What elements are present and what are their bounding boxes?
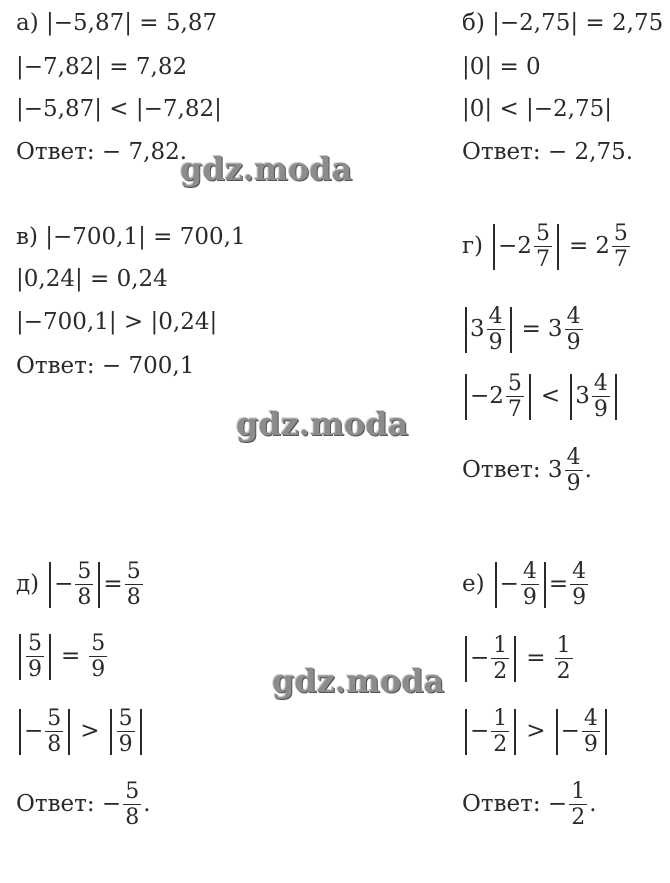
solution-a-line-3: |−5,87| < |−7,82| <box>16 96 222 122</box>
solution-a-line-2: |−7,82| = 7,82 <box>16 54 188 80</box>
fraction: $\frac{4}{9}$ <box>572 559 587 611</box>
answer-label: Ответ: 3 <box>462 457 563 484</box>
solution-v-line-1: в) |−700,1| = 700,1 <box>16 224 246 250</box>
watermark: gdz.moda <box>236 405 409 443</box>
minus-sign: − <box>560 718 580 745</box>
fraction: $\frac{4}{9}$ <box>522 559 537 611</box>
fraction: $\frac{1}{2}$ <box>493 633 508 685</box>
abs-bar <box>615 374 617 420</box>
abs-bar <box>495 562 497 608</box>
mixed-whole: 2 <box>595 233 610 260</box>
solution-g-line-3 <box>462 372 620 421</box>
period: . <box>143 791 151 818</box>
abs-bar <box>557 224 559 270</box>
abs-bar <box>465 374 467 420</box>
solution-d-line-1 <box>16 560 145 609</box>
solution-e-line-1 <box>462 560 590 609</box>
fraction: $\frac{5}{7}$ <box>535 221 550 273</box>
watermark: gdz.moda <box>272 662 445 700</box>
solution-d-line-3 <box>16 707 145 756</box>
period: . <box>584 457 592 484</box>
equals: = <box>103 571 123 598</box>
solution-e-answer <box>462 780 597 829</box>
answer-label: Ответ: − <box>462 791 568 818</box>
fraction: $\frac{4}{9}$ <box>566 445 581 497</box>
fraction: $\frac{5}{8}$ <box>125 779 140 831</box>
fraction: $\frac{1}{2}$ <box>493 706 508 758</box>
solution-b-line-1: б) |−2,75| = 2,75 <box>462 10 664 36</box>
minus-sign: − <box>499 571 519 598</box>
abs-bar <box>556 709 558 755</box>
mixed-whole: 3 <box>547 316 563 343</box>
fraction: $\frac{1}{2}$ <box>571 779 586 831</box>
abs-bar <box>605 709 607 755</box>
equals: = <box>61 643 81 670</box>
abs-bar <box>493 224 495 270</box>
abs-bar <box>19 709 21 755</box>
solution-v-line-2: |0,24| = 0,24 <box>16 266 168 292</box>
answer-label: Ответ: − <box>16 791 122 818</box>
fraction: $\frac{1}{2}$ <box>556 633 571 685</box>
minus-sign: − <box>24 718 44 745</box>
abs-bar <box>529 374 531 420</box>
solution-d-line-2 <box>16 632 109 681</box>
solution-a-answer: Ответ: − 7,82. <box>16 139 188 165</box>
minus-sign: − <box>470 718 490 745</box>
fraction: $\frac{4}{9}$ <box>566 304 581 356</box>
equals: = <box>568 233 589 260</box>
abs-bar <box>510 307 512 353</box>
equals: = <box>521 316 541 343</box>
abs-bar <box>68 709 70 755</box>
solution-e-line-3 <box>462 707 610 756</box>
solution-g-answer <box>462 446 592 495</box>
part-label: г) <box>462 233 484 260</box>
abs-bar <box>570 374 572 420</box>
mixed-whole: −2 <box>498 233 532 260</box>
solution-b-line-2: |0| = 0 <box>462 54 541 80</box>
abs-bar <box>465 709 467 755</box>
fraction: $\frac{5}{9}$ <box>118 706 133 758</box>
solution-e-line-2 <box>462 634 575 683</box>
solution-b-line-3: |0| < |−2,75| <box>462 96 613 122</box>
equals: = <box>548 571 569 598</box>
abs-bar <box>49 634 51 680</box>
mixed-whole: −2 <box>470 383 504 410</box>
abs-bar <box>514 636 516 682</box>
abs-bar <box>544 562 546 608</box>
fraction: $\frac{5}{9}$ <box>91 631 106 683</box>
abs-bar <box>465 636 467 682</box>
watermark: gdz.moda <box>180 150 353 188</box>
solution-v-answer: Ответ: − 700,1 <box>16 353 195 379</box>
abs-bar <box>19 634 21 680</box>
fraction: $\frac{5}{7}$ <box>613 221 628 273</box>
less-than: < <box>540 383 561 410</box>
abs-bar <box>514 709 516 755</box>
fraction: $\frac{5}{8}$ <box>77 559 92 611</box>
equals: = <box>526 645 546 672</box>
solution-a-line-1: а) |−5,87| = 5,87 <box>16 10 218 36</box>
solution-b-answer: Ответ: − 2,75. <box>462 139 634 165</box>
fraction: $\frac{4}{9}$ <box>488 304 503 356</box>
solution-g-line-1 <box>462 222 632 271</box>
greater-than: > <box>80 718 100 745</box>
solution-d-answer <box>16 780 151 829</box>
minus-sign: − <box>470 645 490 672</box>
fraction: $\frac{4}{9}$ <box>583 706 598 758</box>
period: . <box>589 791 597 818</box>
part-label: е) <box>462 571 485 598</box>
solution-v-line-3: |−700,1| > |0,24| <box>16 309 218 335</box>
abs-bar <box>110 709 112 755</box>
fraction: $\frac{4}{9}$ <box>593 371 608 423</box>
minus-sign: − <box>54 571 74 598</box>
fraction: $\frac{5}{9}$ <box>28 631 42 683</box>
solution-g-line-2 <box>462 305 585 354</box>
mixed-whole: 3 <box>575 383 590 410</box>
part-label: д) <box>16 571 40 598</box>
fraction: $\frac{5}{8}$ <box>126 559 141 611</box>
fraction: $\frac{5}{7}$ <box>507 371 522 423</box>
abs-bar <box>465 307 467 353</box>
mixed-whole: 3 <box>470 316 485 343</box>
abs-bar <box>49 562 51 608</box>
abs-bar <box>140 709 142 755</box>
fraction: $\frac{5}{8}$ <box>47 706 62 758</box>
abs-bar <box>98 562 100 608</box>
greater-than: > <box>526 718 546 745</box>
